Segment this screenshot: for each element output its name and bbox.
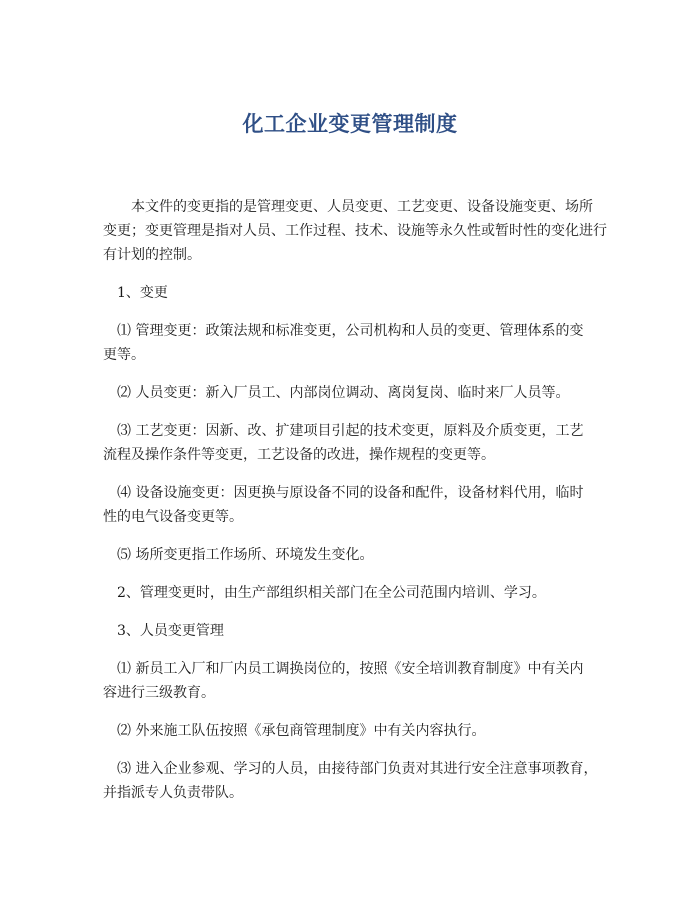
text-line: 性的电气设备变更等。 [103, 509, 243, 525]
text-line: 2、管理变更时，由生产部组织相关部门在全公司范围内培训、学习。 [117, 585, 546, 601]
text-line: ⑴ 管理变更：政策法规和标准变更，公司机构和人员的变更、管理体系的变 [117, 323, 584, 339]
text-line: 本文件的变更指的是管理变更、人员变更、工艺变更、设备设施变更、场所 [131, 199, 593, 215]
list-item-1-1 [103, 319, 600, 367]
document-title: 化工企业变更管理制度 [242, 111, 458, 136]
list-item-1-2 [103, 381, 600, 405]
section-heading-1 [103, 281, 600, 305]
list-item-1-4 [103, 481, 600, 529]
text-line: ⑵ 人员变更：新入厂员工、内部岗位调动、离岗复岗、临时来厂人员等。 [117, 385, 570, 401]
section-heading-3 [103, 619, 600, 643]
list-item-3-2 [103, 719, 600, 743]
text-line: ⑸ 场所变更指工作场所、环境发生变化。 [117, 547, 374, 563]
list-item-1-3 [103, 419, 600, 467]
list-item-3-3 [103, 757, 600, 805]
text-line: 并指派专人负责带队。 [103, 785, 243, 801]
text-line: 变更；变更管理是指对人员、工作过程、技术、设施等永久性或暂时性的变化进行 [103, 223, 607, 239]
text-line: 3、人员变更管理 [117, 623, 224, 639]
text-line: 有计划的控制。 [103, 247, 201, 263]
paragraph-intro [103, 195, 607, 267]
document-body [103, 195, 607, 819]
text-line: ⑶ 工艺变更：因新、改、扩建项目引起的技术变更，原料及介质变更，工艺 [117, 423, 584, 439]
text-line: ⑶ 进入企业参观、学习的人员，由接待部门负责对其进行安全注意事项教育， [117, 761, 598, 777]
list-item-3-1 [103, 657, 600, 705]
list-item-1-5 [103, 543, 600, 567]
text-line: 1、变更 [117, 285, 168, 301]
text-line: 更等。 [103, 347, 145, 363]
text-line: ⑷ 设备设施变更：因更换与原设备不同的设备和配件，设备材料代用，临时 [117, 485, 584, 501]
text-line: ⑵ 外来施工队伍按照《承包商管理制度》中有关内容执行。 [117, 723, 486, 739]
text-line: 流程及操作条件等变更，工艺设备的改进，操作规程的变更等。 [103, 447, 495, 463]
text-line: 容进行三级教育。 [103, 685, 215, 701]
section-heading-2 [103, 581, 600, 605]
text-line: ⑴ 新员工入厂和厂内员工调换岗位的，按照《安全培训教育制度》中有关内 [117, 661, 584, 677]
